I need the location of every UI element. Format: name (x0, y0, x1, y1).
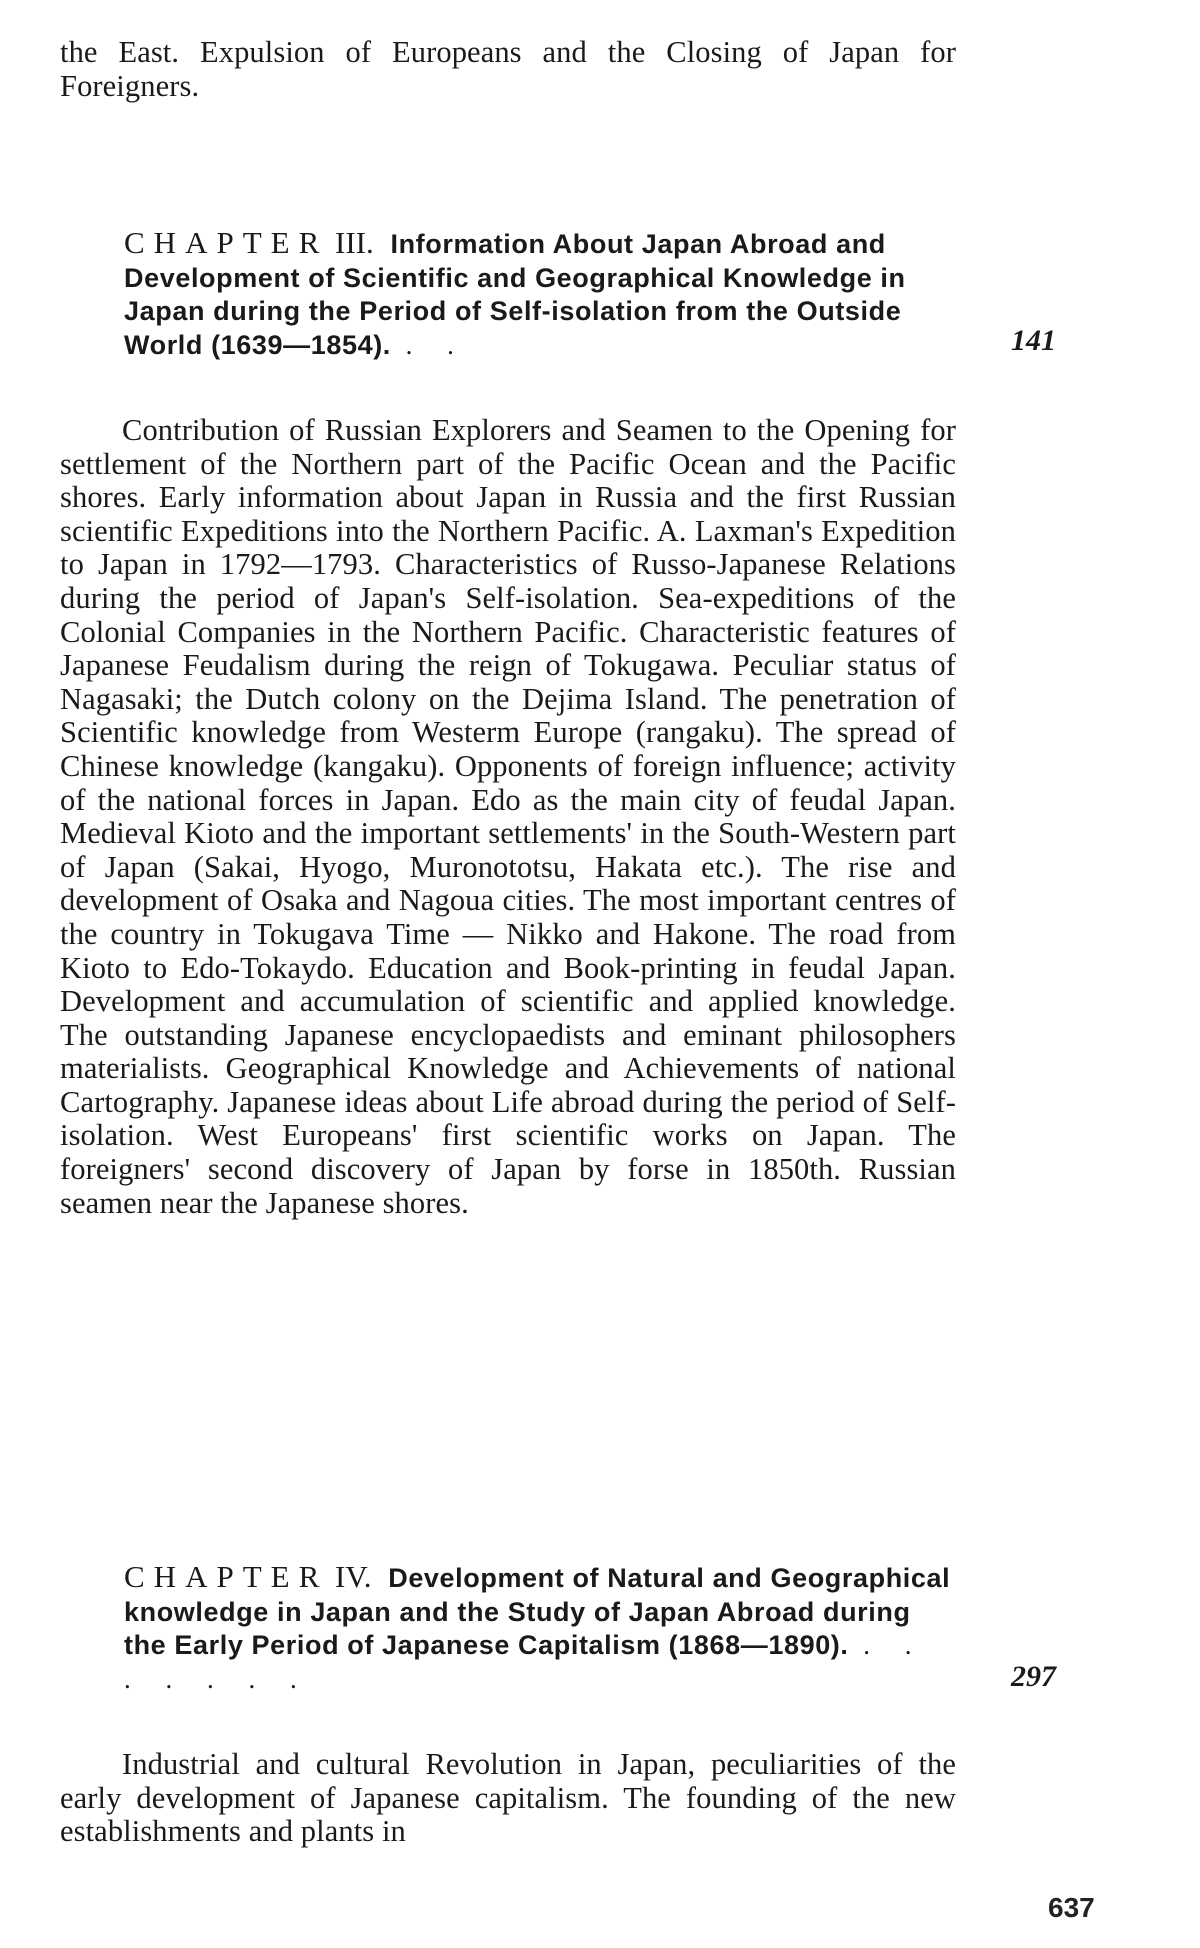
chapter-3-leader-dots: . . (405, 329, 468, 360)
intro-text: the East. Expulsion of Europeans and the Closing of Japan for Foreigners. (60, 35, 956, 103)
chapter-4-title: Development of Natural and Geographical knowledge in Japan and the Study of Japan Abroad during the Early Period of Japanese Capitalism (1868—1890). (124, 1563, 951, 1660)
chapter-4-label: CHAPTER (124, 1559, 329, 1594)
chapter-3-number: III. (335, 225, 374, 260)
chapter-3-summary-text: Contribution of Russian Explorers and Seamen to the Opening for settlement of the Northern part of the Pacific Ocean and the Pacific shores. Early information about Japan in Russia and the first Russian scientific Expeditions into the Northern Pacific. A. Laxman's Expedition to Japan in 1792—1793. Characteristics of Russo-Japanese Relations during the period of Japan's Self-isolation. Sea-expeditions of the Colonial Companies in the Northern Pacific. Characteristic features of Japanese Feudalism during the reign of Tokugawa. Peculiar status of Nagasaki; the Dutch colony on the Dejima Island. The penetration of Scientific knowledge from Westerm Europe (rangaku). The spread of Chinese knowledge (kangaku). Opponents of foreign influence; activity of the national forces in Japan. Edo as the main city of feudal Japan. Medieval Kioto and the important settlements' in the South-Western part of Japan (Sakai, Hyogo, Muronototsu, Hakata etc.). The rise and development of Osaka and Nagoua cities. The most important centres of the country in Tokugava Time — Nikko and Hakone. The road from Kioto to Edo-Tokaydo. Education and Book-printing in feudal Japan. Development and accumulation of scientific and applied knowledge. The outstanding Japanese encyclopaedists and eminant philosophers materialists. Geographical Knowledge and Achievements of national Cartography. Japanese ideas about Life abroad during the period of Self-isolation. West Europeans' first scientific works on Japan. The foreigners' second discovery of Japan by forse in 1850th. Russian seamen near the Japanese shores. (60, 413, 956, 1220)
chapter-3-heading (124, 226, 956, 362)
chapter-3-title: Information About Japan Abroad and Development of Scientific and Geographical Knowledge in Japan during the Period of Self-isolation from the Outside World (1639—1854). (124, 229, 906, 360)
page-number: 637 (1048, 1892, 1095, 1923)
chapter-4-summary (60, 1748, 956, 1849)
chapter-4-number: IV. (335, 1559, 372, 1594)
chapter-4-heading (124, 1560, 956, 1696)
chapter-4-page-ref: 297 (1011, 1660, 1056, 1693)
chapter-4-leader-dots: . . . . . . . (124, 1630, 926, 1694)
chapter-4-summary-text: Industrial and cultural Revolution in Japan, peculiarities of the early development of Japanese capitalism. The founding of the new establishments and plants in (60, 1747, 956, 1849)
intro-paragraph (60, 36, 956, 103)
chapter-3-summary (60, 414, 956, 1220)
chapter-3-label: CHAPTER (124, 225, 329, 260)
chapter-3-page-ref: 141 (1011, 324, 1056, 357)
